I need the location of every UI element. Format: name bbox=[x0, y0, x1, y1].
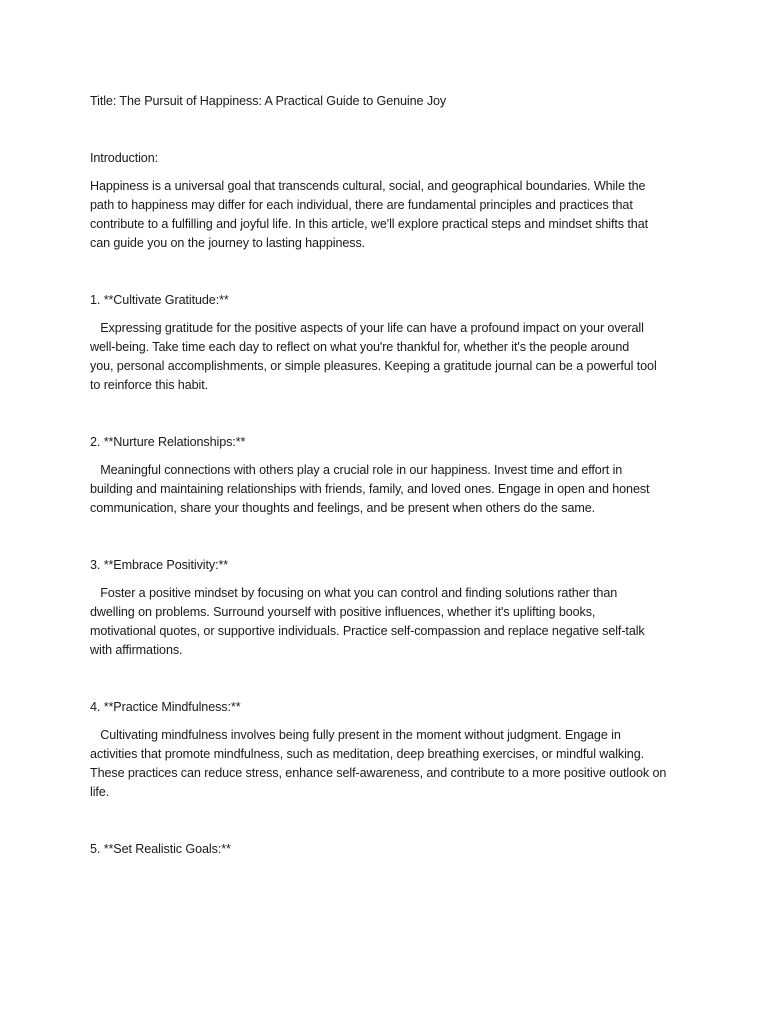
paragraph-line: can guide you on the journey to lasting happiness. bbox=[90, 236, 366, 250]
paragraph-line: dwelling on problems. Surround yourself with positive influences, whether it's uplifting books, bbox=[90, 605, 596, 619]
paragraph-line: life. bbox=[90, 785, 110, 799]
intro-heading: Introduction: bbox=[90, 151, 159, 165]
section-paragraph-relationships bbox=[90, 461, 680, 518]
paragraph-line: Expressing gratitude for the positive aspects of your life can have a profound impact on your overall bbox=[90, 321, 644, 335]
section-heading-mindfulness: 4. **Practice Mindfulness:** bbox=[90, 700, 241, 714]
paragraph-line: with affirmations. bbox=[90, 643, 183, 657]
paragraph-line: path to happiness may differ for each individual, there are fundamental principles and practices that bbox=[90, 198, 633, 212]
paragraph-line: to reinforce this habit. bbox=[90, 378, 209, 392]
paragraph-line: contribute to a fulfilling and joyful life. In this article, we'll explore practical steps and mindset shifts that bbox=[90, 217, 649, 231]
paragraph-line: motivational quotes, or supportive individuals. Practice self-compassion and replace negative self-talk bbox=[90, 624, 645, 638]
paragraph-line: building and maintaining relationships with friends, family, and loved ones. Engage in open and honest bbox=[90, 482, 650, 496]
paragraph-line: Cultivating mindfulness involves being fully present in the moment without judgment. Engage in bbox=[90, 728, 621, 742]
section-heading-relationships: 2. **Nurture Relationships:** bbox=[90, 435, 246, 449]
paragraph-line: These practices can reduce stress, enhance self-awareness, and contribute to a more positive outlook on bbox=[90, 766, 667, 780]
intro-paragraph bbox=[90, 177, 680, 253]
section-heading-goals: 5. **Set Realistic Goals:** bbox=[90, 842, 231, 856]
paragraph-line: Foster a positive mindset by focusing on what you can control and finding solutions rather than bbox=[90, 586, 618, 600]
document-title: Title: The Pursuit of Happiness: A Practical Guide to Genuine Joy bbox=[90, 94, 447, 108]
paragraph-line: Meaningful connections with others play a crucial role in our happiness. Invest time and effort in bbox=[90, 463, 623, 477]
section-heading-gratitude: 1. **Cultivate Gratitude:** bbox=[90, 293, 229, 307]
section-paragraph-positivity bbox=[90, 584, 680, 660]
paragraph-line: you, personal accomplishments, or simple pleasures. Keeping a gratitude journal can be a powerful tool bbox=[90, 359, 657, 373]
section-heading-positivity: 3. **Embrace Positivity:** bbox=[90, 558, 229, 572]
section-paragraph-mindfulness bbox=[90, 726, 680, 802]
paragraph-line: Happiness is a universal goal that transcends cultural, social, and geographical boundaries. While the bbox=[90, 179, 646, 193]
document-body bbox=[90, 92, 680, 868]
paragraph-line: well-being. Take time each day to reflect on what you're thankful for, whether it's the people around bbox=[90, 340, 630, 354]
paragraph-line: activities that promote mindfulness, such as meditation, deep breathing exercises, or mindful walking. bbox=[90, 747, 645, 761]
section-paragraph-gratitude bbox=[90, 319, 680, 395]
paragraph-line: communication, share your thoughts and feelings, and be present when others do the same. bbox=[90, 501, 596, 515]
